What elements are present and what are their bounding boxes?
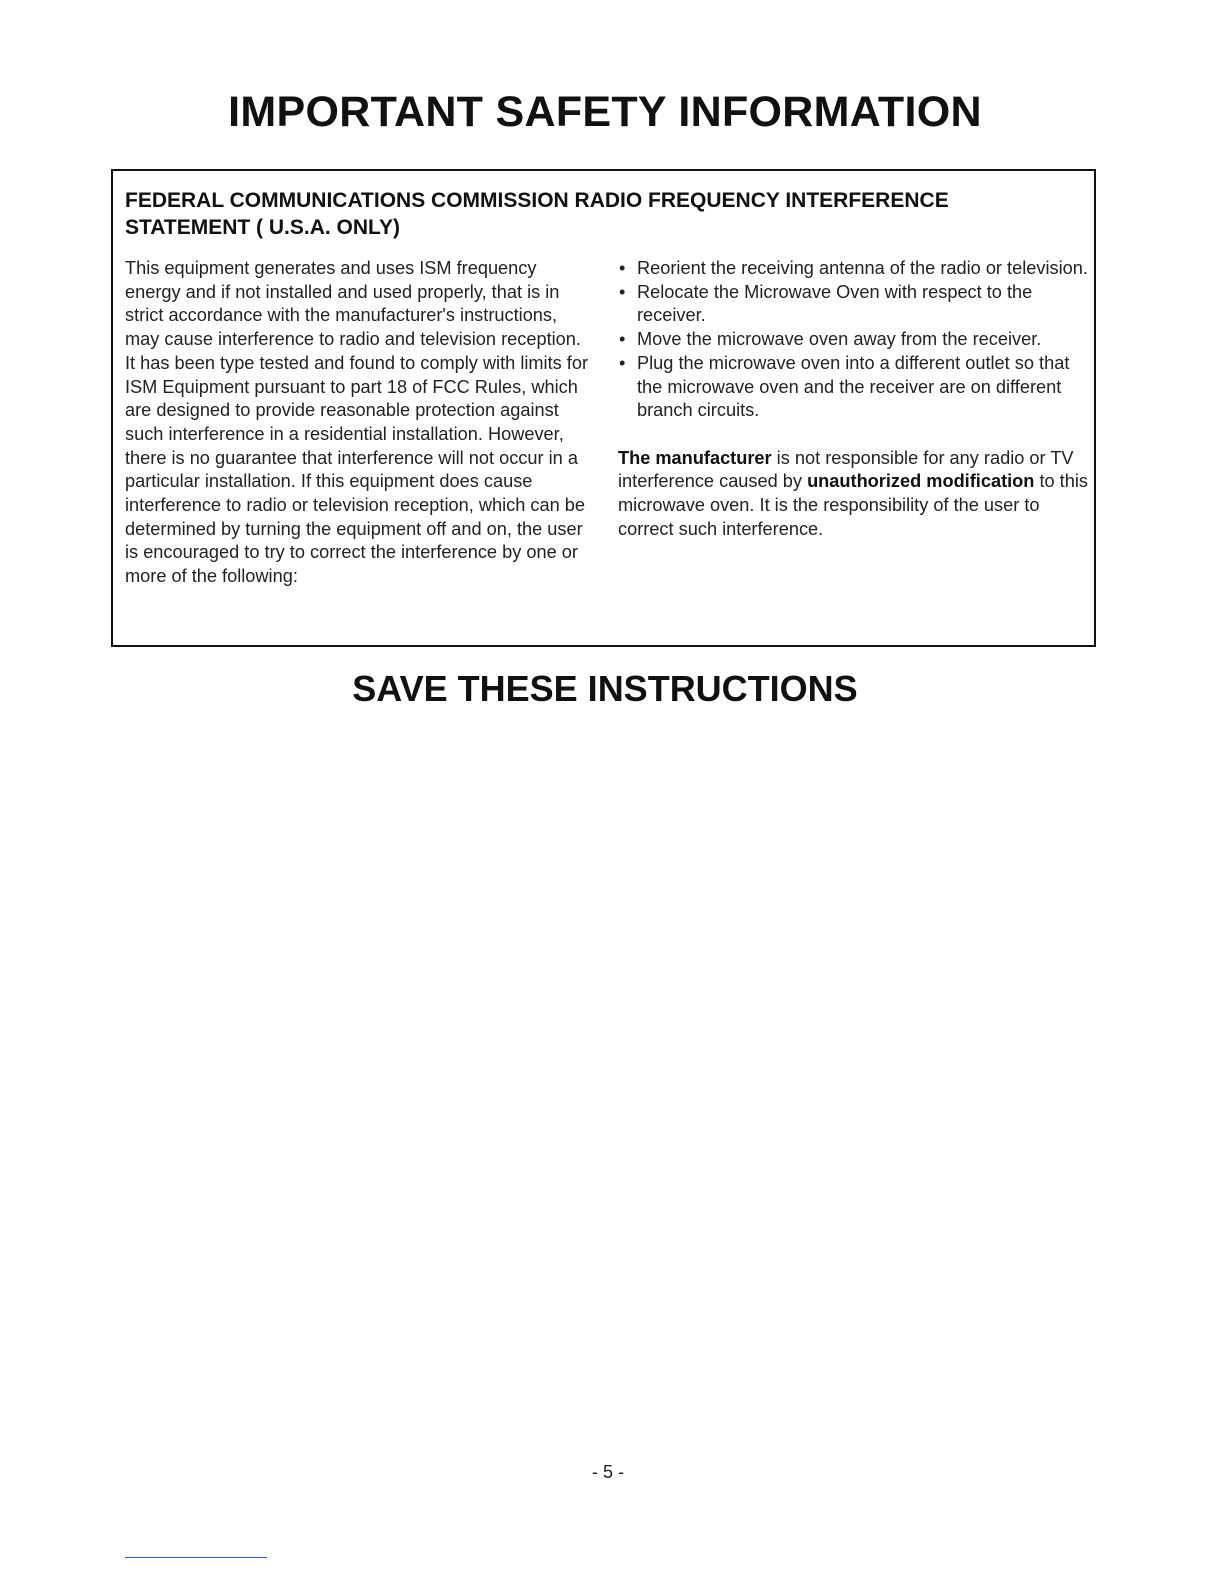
remedy-item-move: • Move the microwave oven away from the receiver.: [618, 328, 1093, 352]
remedy-item-outlet: • Plug the microwave oven into a different outlet so that the microwave oven and the receiver are on different branch circuits.: [619, 352, 1070, 421]
page-title: IMPORTANT SAFETY INFORMATION: [228, 88, 982, 136]
manufacturer-disclaimer: The manufacturer is not responsible for any radio or TV interference caused by unauthorized modification to this microwave oven. It is the responsibility of the user to correct such interference.: [618, 447, 1088, 539]
fcc-heading-line-2: STATEMENT ( U.S.A. ONLY): [125, 216, 400, 239]
fcc-heading-line-1: FEDERAL COMMUNICATIONS COMMISSION RADIO FREQUENCY INTERFERENCE: [125, 189, 949, 212]
footer-rule: [125, 1557, 267, 1558]
bullet-icon: •: [619, 258, 626, 278]
fcc-right-column: [618, 257, 1093, 541]
remedy-item-relocate: • Relocate the Microwave Oven with respect to the receiver.: [619, 281, 1033, 326]
fcc-left-column: [125, 257, 595, 589]
save-instructions-title: SAVE THESE INSTRUCTIONS: [352, 668, 858, 709]
fcc-heading: [125, 187, 1085, 241]
page-number: - 5 -: [591, 1462, 624, 1482]
remedy-list: [618, 257, 1093, 423]
remedy-item-reorient: • Reorient the receiving antenna of the radio or television.: [618, 257, 1093, 281]
fcc-statement-box: [111, 169, 1096, 647]
bullet-icon: •: [619, 352, 626, 373]
bullet-icon: •: [619, 329, 626, 350]
fcc-statement-paragraph: This equipment generates and uses ISM frequency energy and if not installed and used properly, that is in strict accordance with the manufacturer's instructions, may cause interference to radio and television reception. It has been type tested and found to comply with limits for ISM Equipment pursuant to part 18 of FCC Rules, which are designed to provide reasonable protection against such interference in a residential installation. However, there is no guarantee that interference will not occur in a particular installation. If this equipment does cause interference to radio or television reception, which can be determined by turning the equipment off and on, the user is encouraged to try to correct the interference by one or more of the following:: [125, 258, 589, 587]
bullet-icon: •: [619, 281, 626, 302]
